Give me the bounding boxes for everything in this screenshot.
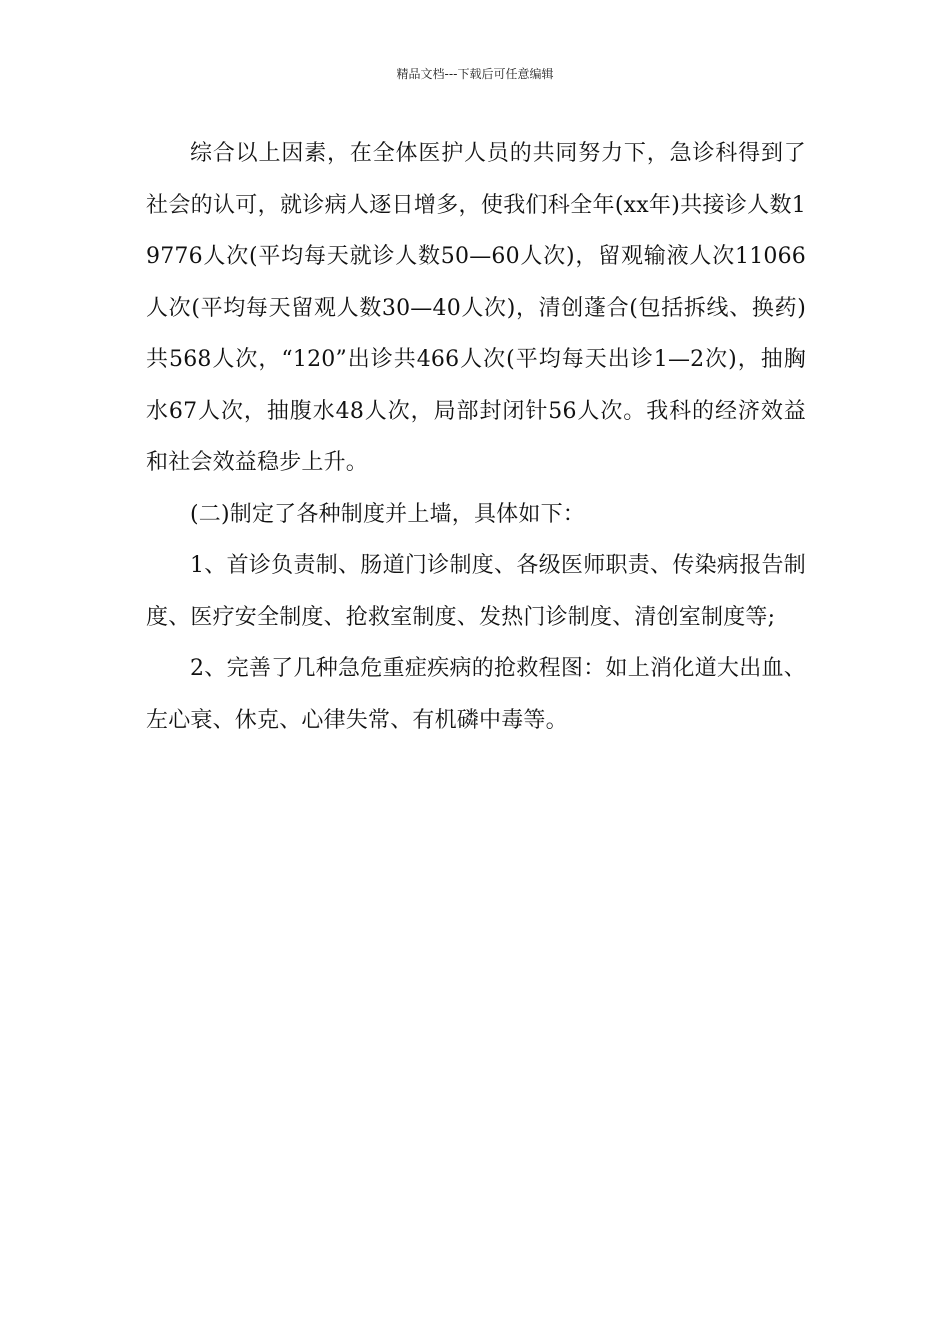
document-body [146,128,806,746]
page-header: 精品文档---下载后可任意编辑 [396,67,554,81]
paragraph-section-heading: (二)制定了各种制度并上墙，具体如下： [190,501,585,527]
paragraph-summary: 综合以上因素，在全体医护人员的共同努力下，急诊科得到了社会的认可，就诊病人逐日增多，使我们科全年(xx年)共接诊人数19776人次(平均每天就诊人数50—60人次)，留观输液人次11066人次(平均每天留观人数30—40人次)，清创蓬合(包括拆线、换药)共568人次，“120”出诊共466人次(平均每天出诊1—2次)，抽胸水67人次，抽腹水48人次，局部封闭针56人次。我科的经济效益和社会效益稳步上升。 [146,141,806,475]
paragraph-item-2: 2、完善了几种急危重症疾病的抢救程图：如上消化道大出血、左心衰、休克、心律失常、有机磷中毒等。 [146,656,806,733]
paragraph-item-1: 1、首诊负责制、肠道门诊制度、各级医师职责、传染病报告制度、医疗安全制度、抢救室制度、发热门诊制度、清创室制度等; [146,553,806,630]
